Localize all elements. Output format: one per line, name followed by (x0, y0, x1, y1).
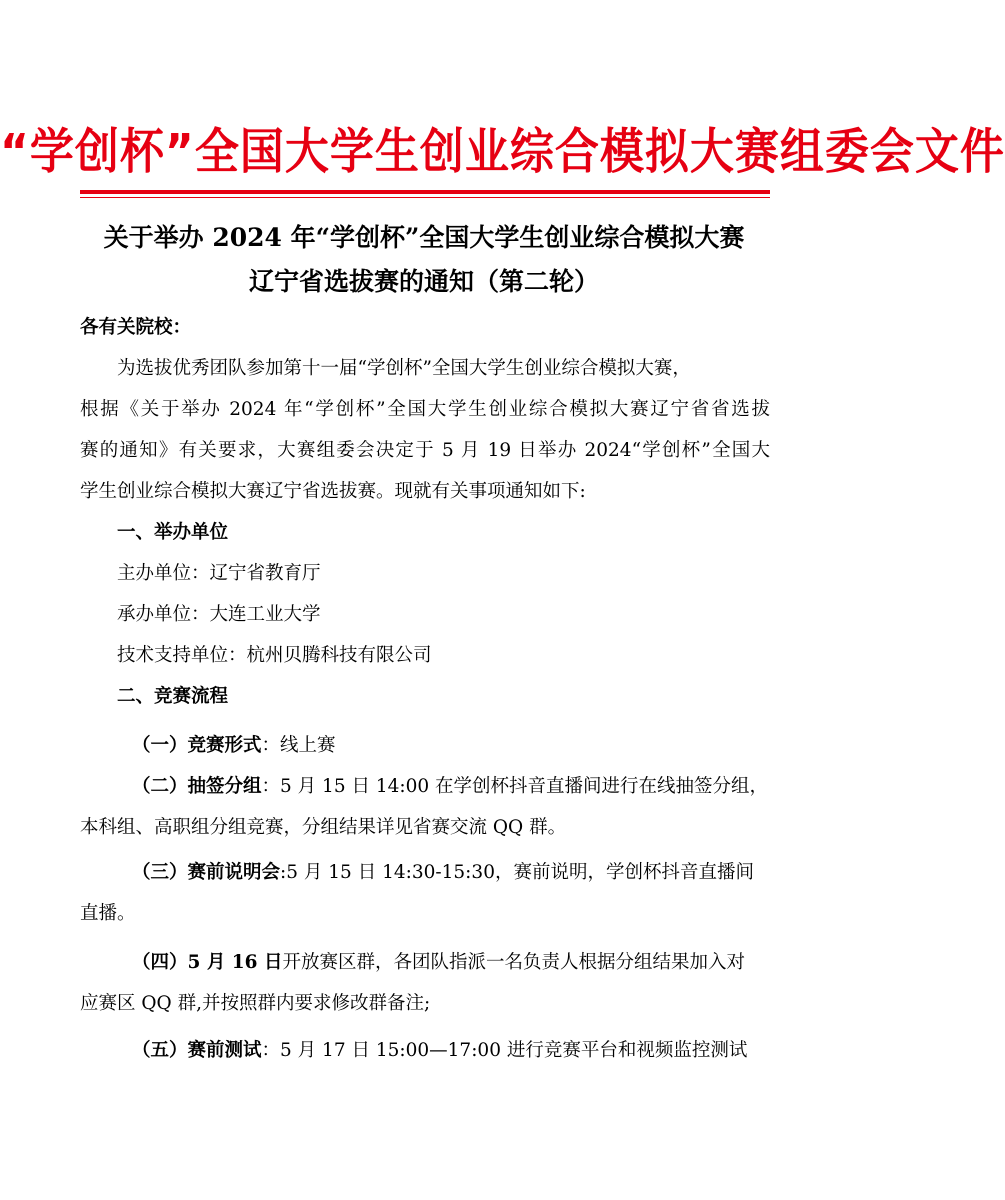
section1-item-organizer: 主办单位：辽宁省教育厅 (117, 563, 321, 584)
header-red-rule-thick (80, 190, 770, 194)
section1-heading: 一、举办单位 (117, 522, 229, 543)
intro-line-1: 为选拔优秀团队参加第十一届“学创杯”全国大学生创业综合模拟大赛， (117, 358, 691, 379)
notice-title (60, 216, 788, 304)
notice-title-line-2: 辽宁省选拔赛的通知（第二轮） (248, 267, 599, 296)
section2-item-3-cont: 直播。 (80, 903, 136, 924)
section2-item-4-cont: 应赛区 QQ 群,并按照群内要求修改群备注; (80, 993, 431, 1014)
section2-item-3: （三）赛前说明会:5 月 15 日 14:30-15:30，赛前说明，学创杯抖音直播间 (132, 862, 754, 883)
notice-title-line-1: 关于举办 2024 年“学创杯”全国大学生创业综合模拟大赛 (103, 223, 745, 252)
header-red-rule-thin (80, 197, 770, 198)
section2-heading: 二、竞赛流程 (117, 686, 229, 707)
section1-item-host: 承办单位：大连工业大学 (117, 604, 321, 625)
notice-body (80, 307, 770, 1071)
salutation: 各有关院校： (80, 317, 192, 338)
issuing-organization-header: “学创杯”全国大学生创业综合模拟大赛组委会文件 (0, 124, 1005, 181)
section2-item-1: （一）竞赛形式：线上赛 (132, 735, 336, 756)
section2-item-4: （四）5 月 16 日开放赛区群，各团队指派一名负责人根据分组结果加入对 (132, 952, 745, 973)
intro-line-3: 赛的通知》有关要求，大赛组委会决定于 5 月 19 日举办 2024“学创杯”全国大 (80, 440, 770, 461)
section1-item-tech-support: 技术支持单位：杭州贝腾科技有限公司 (117, 645, 432, 666)
section2-item-2: （二）抽签分组：5 月 15 日 14:00 在学创杯抖音直播间进行在线抽签分组， (132, 776, 769, 797)
section2-item-5: （五）赛前测试：5 月 17 日 15:00—17:00 进行竞赛平台和视频监控测试 (132, 1040, 748, 1061)
section2-item-2-cont: 本科组、高职组分组竞赛，分组结果详见省赛交流 QQ 群。 (80, 817, 567, 838)
intro-line-2: 根据《关于举办 2024 年“学创杯”全国大学生创业综合模拟大赛辽宁省省选拔 (80, 399, 770, 420)
intro-line-4: 学生创业综合模拟大赛辽宁省选拔赛。现就有关事项通知如下: (80, 481, 586, 502)
